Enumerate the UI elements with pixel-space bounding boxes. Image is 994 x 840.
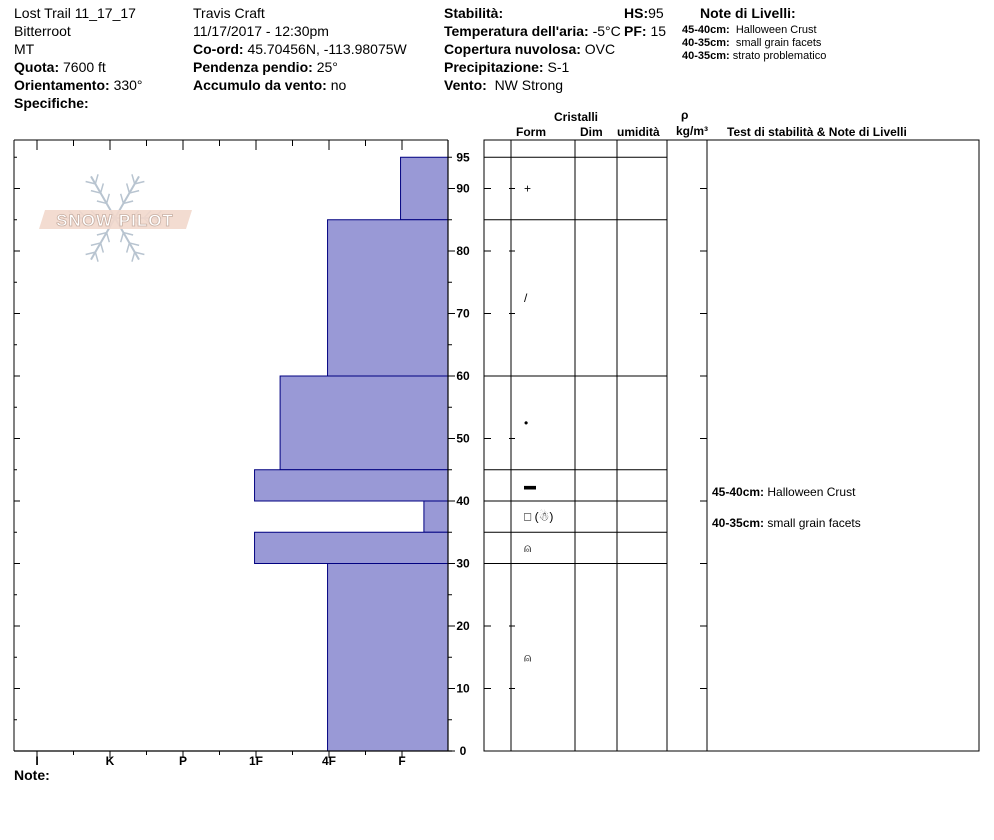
height-label-70: 70 <box>456 306 470 321</box>
height-label-40: 40 <box>456 494 470 508</box>
hardness-bar-3 <box>280 376 448 470</box>
specifics-label: Specifiche: <box>14 95 89 111</box>
cloud-label: Copertura nuvolosa: <box>444 41 581 57</box>
site-name: Lost Trail 11_17_17 <box>14 5 136 21</box>
pf-value: 15 <box>650 23 667 39</box>
aspect-value: 330° <box>113 77 143 93</box>
wind-load-row <box>193 77 346 93</box>
note-label: Note: <box>14 767 50 783</box>
wind-row <box>444 77 563 93</box>
hardness-label-K: K <box>105 754 115 768</box>
aspect-label: Orientamento: <box>14 77 110 93</box>
elevation-value: 7600 ft <box>63 59 106 75</box>
density-unit-header: kg/m³ <box>676 124 709 138</box>
height-label-top: 95 <box>456 150 470 165</box>
coord-row <box>193 41 407 57</box>
pf-row <box>624 23 666 39</box>
crystal-form-3: • <box>524 415 529 430</box>
precip-label: Precipitazione: <box>444 59 544 75</box>
hardness-label-I: I <box>35 754 39 768</box>
observer-name: Travis Craft <box>193 5 265 21</box>
hardness-label-F: F <box>398 754 406 768</box>
coord-value: 45.70456N, -113.98075W <box>247 41 407 57</box>
form-header: Form <box>516 125 546 139</box>
air-temp-value: -5°C <box>592 23 621 39</box>
header-note-2: 40-35cm: small grain facets <box>682 37 822 49</box>
crystal-form-7: ⍝ <box>524 650 532 665</box>
header-note-1: 45-40cm: Halloween Crust <box>682 24 817 36</box>
slope-value: 25° <box>316 59 338 75</box>
hardness-bar-1 <box>401 157 448 220</box>
header-note-3: 40-35cm: strato problematico <box>682 50 827 62</box>
slope-row <box>193 59 338 75</box>
stability-notes-header: Test di stabilità & Note di Livelli <box>727 125 907 139</box>
height-label-90: 90 <box>456 181 470 196</box>
rho-header: ρ <box>681 108 689 122</box>
state-name: MT <box>14 41 35 57</box>
height-label-10: 10 <box>456 681 470 696</box>
hardness-label-4F: 4F <box>321 754 337 768</box>
table-frame <box>484 140 979 751</box>
hs-row <box>624 5 664 21</box>
crystal-form-1: + <box>524 181 532 196</box>
hardness-bar-4 <box>255 470 448 501</box>
hs-value: 95 <box>648 5 664 21</box>
wind-label: Vento: <box>444 77 487 93</box>
specifics-row <box>14 95 89 111</box>
hardness-label-P: P <box>178 754 188 768</box>
pf-label: PF: <box>624 23 647 39</box>
hardness-bar-7 <box>328 564 448 752</box>
hardness-bar-5 <box>424 501 448 532</box>
hardness-bar-2 <box>328 220 448 376</box>
range-name: Bitterroot <box>14 23 71 39</box>
hardness-label-1F: 1F <box>248 754 264 768</box>
air-temp-label: Temperatura dell'aria: <box>444 23 589 39</box>
air-temp-row <box>444 23 621 39</box>
height-label-60: 60 <box>456 369 470 383</box>
crystal-form-6: ⍝ <box>524 540 532 555</box>
height-label-20: 20 <box>456 619 470 633</box>
elevation-row <box>14 59 106 75</box>
precip-row <box>444 59 569 75</box>
wind-load-value: no <box>330 77 347 93</box>
logo-text: SNOW PILOT <box>56 211 174 230</box>
elevation-label: Quota: <box>14 59 60 75</box>
height-label-30: 30 <box>456 556 470 571</box>
coord-label: Co-ord: <box>193 41 244 57</box>
stability-label: Stabilità: <box>444 5 504 21</box>
crystal-form-4: ▬ <box>524 478 536 493</box>
layer-note-halloween: 45-40cm: Halloween Crust <box>712 485 856 499</box>
crystal-form-5: □ (☃) <box>524 509 554 524</box>
crystal-form-2: / <box>524 290 528 305</box>
dim-header: Dim <box>580 125 603 139</box>
cloud-row <box>444 41 615 57</box>
precip-value: S-1 <box>547 59 570 75</box>
aspect-row <box>14 77 143 93</box>
wind-load-label: Accumulo da vento: <box>193 77 327 93</box>
height-label-80: 80 <box>456 244 470 258</box>
hs-label: HS: <box>624 5 649 21</box>
stability-row <box>444 5 503 21</box>
wind-value: NW Strong <box>494 77 564 93</box>
crystals-header: Cristalli <box>554 110 599 124</box>
height-label-50: 50 <box>456 431 470 446</box>
height-label-0: 0 <box>459 744 467 758</box>
slope-label: Pendenza pendio: <box>193 59 313 75</box>
moisture-header: umidità <box>617 125 660 139</box>
cloud-value: OVC <box>584 41 616 57</box>
hardness-bar-6 <box>255 532 448 563</box>
observation-datetime: 11/17/2017 - 12:30pm <box>193 23 329 39</box>
layer-note-facets: 40-35cm: small grain facets <box>712 516 861 530</box>
layer-notes-title: Note di Livelli: <box>700 5 796 21</box>
